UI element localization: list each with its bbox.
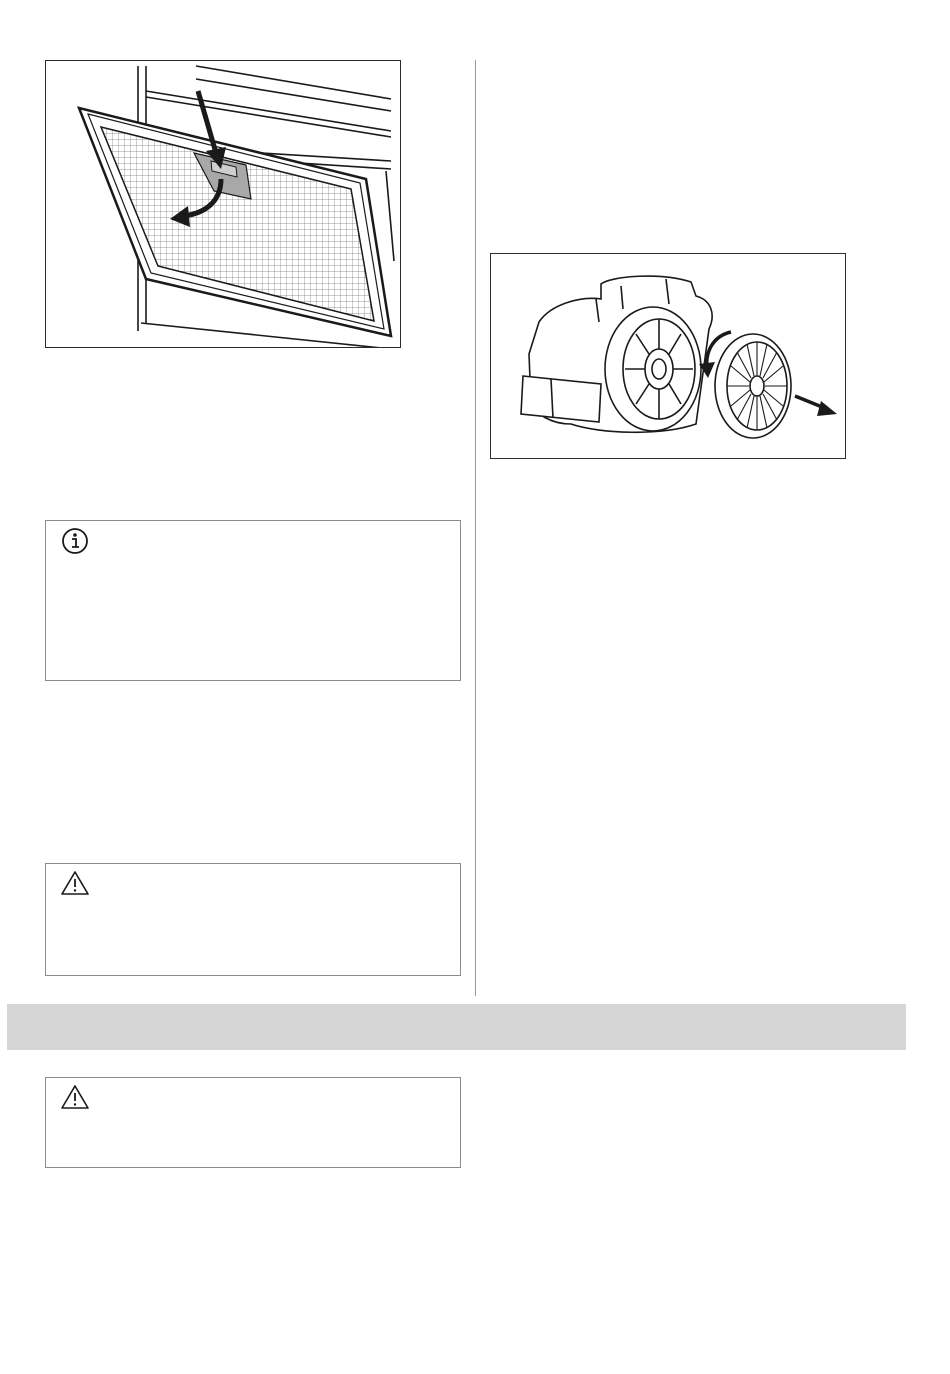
warning-icon <box>60 1084 90 1110</box>
warning-notice-box <box>45 863 461 976</box>
section-heading-band <box>7 1004 906 1050</box>
warning-notice-box <box>45 1077 461 1168</box>
pull-arrow-icon <box>795 396 837 416</box>
info-icon <box>61 527 89 555</box>
warning-icon <box>60 870 90 896</box>
column-divider <box>475 60 476 996</box>
charcoal-filter-disc <box>715 334 791 438</box>
housing-tab <box>521 376 601 422</box>
grease-filter-figure <box>45 60 401 348</box>
charcoal-filter-illustration <box>491 254 846 459</box>
grease-filter-illustration <box>46 61 401 348</box>
charcoal-filter-figure <box>490 253 846 459</box>
info-notice-box <box>45 520 461 681</box>
